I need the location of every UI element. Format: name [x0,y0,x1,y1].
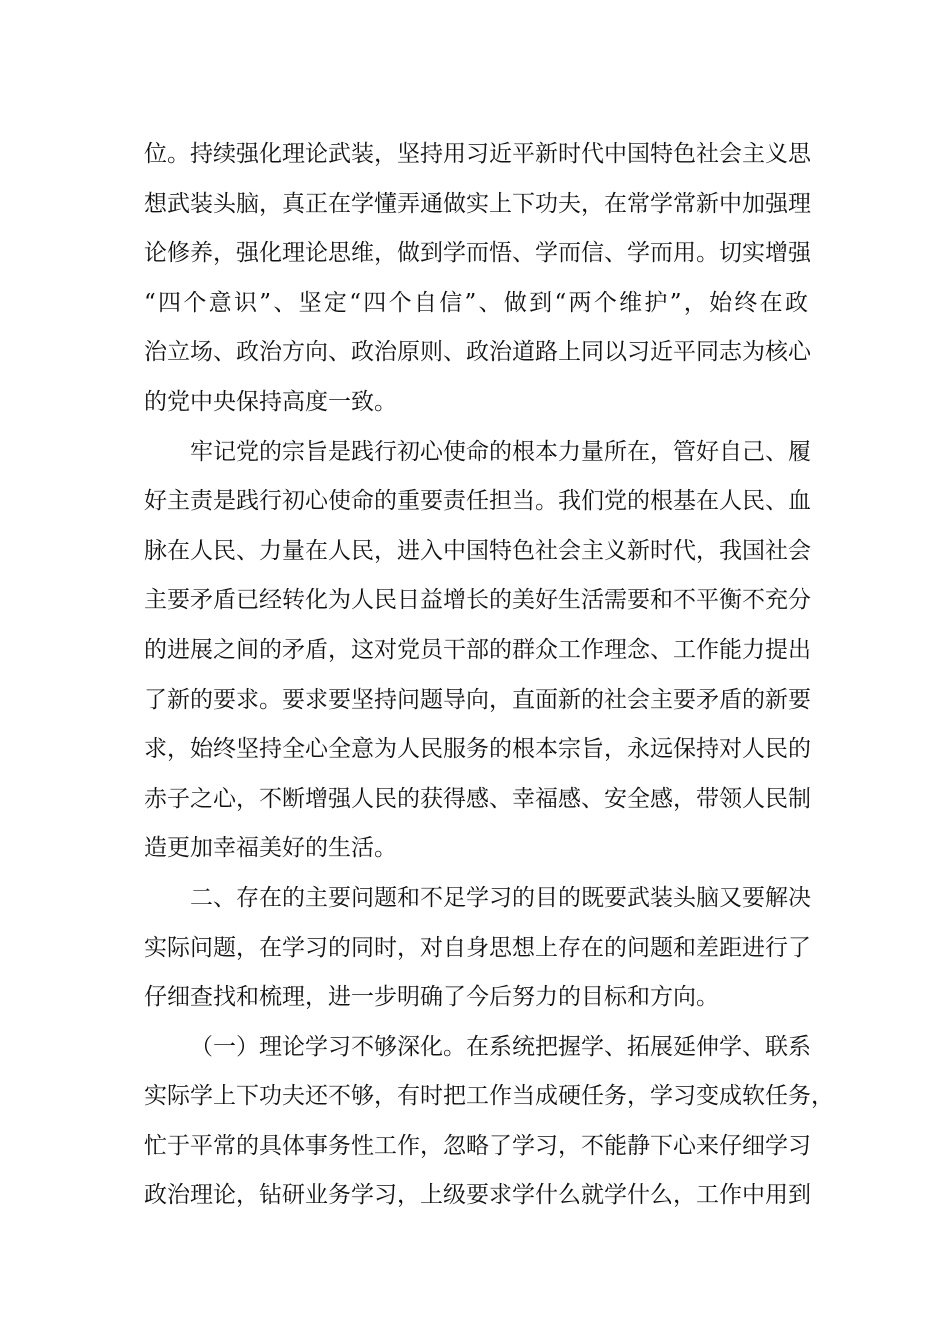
paragraph-first-line: 牢记党的宗旨是践行初心使命的根本力量所在，管好自己、履 [190,438,811,465]
text-line: 的党中央保持高度一致。 [144,388,397,415]
text-line: 论修养，强化理论思维，做到学而悟、学而信、学而用。切实增强 [144,240,811,267]
text-line: 造更加幸福美好的生活。 [144,835,397,862]
text-line: 的进展之间的矛盾，这对党员干部的群众工作理念、工作能力提出 [144,636,811,663]
text-line: 仔细查找和梳理，进一步明确了今后努力的目标和方向。 [144,984,719,1011]
text-line: “四个意识”、坚定“四个自信”、做到“两个维护”，始终在政 [144,289,808,316]
text-line: 治立场、政治方向、政治原则、政治道路上同以习近平同志为核心 [144,339,811,366]
document-body [144,130,834,1221]
text-line: 求，始终坚持全心全意为人民服务的根本宗旨，永远保持对人民的 [144,736,811,763]
text-line: 实际学上下功夫还不够，有时把工作当成硬任务，学习变成软任务， [144,1083,834,1110]
text-line: 了新的要求。要求要坚持问题导向，直面新的社会主要矛盾的新要 [144,686,811,713]
text-line: 实际问题，在学习的同时，对自身思想上存在的问题和差距进行了 [144,934,811,961]
text-line: 赤子之心，不断增强人民的获得感、幸福感、安全感，带领人民制 [144,785,811,812]
text-line: 好主责是践行初心使命的重要责任担当。我们党的根基在人民、血 [144,488,811,515]
text-line: 忙于平常的具体事务性工作，忽略了学习，不能静下心来仔细学习 [144,1132,811,1159]
text-line: 想武装头脑，真正在学懂弄通做实上下功夫，在常学常新中加强理 [144,190,811,217]
text-line: 位。持续强化理论武装，坚持用习近平新时代中国特色社会主义思 [144,141,811,167]
text-line: 脉在人民、力量在人民，进入中国特色社会主义新时代，我国社会 [144,537,811,564]
text-line: 政治理论，钻研业务学习，上级要求学什么就学什么，工作中用到 [144,1182,811,1209]
subsection-heading-line: （一）理论学习不够深化。在系统把握学、拓展延伸学、联系 [190,1033,811,1060]
text-line: 主要矛盾已经转化为人民日益增长的美好生活需要和不平衡不充分 [144,587,811,614]
section-heading-line: 二、存在的主要问题和不足学习的目的既要武装头脑又要解决 [190,884,811,911]
